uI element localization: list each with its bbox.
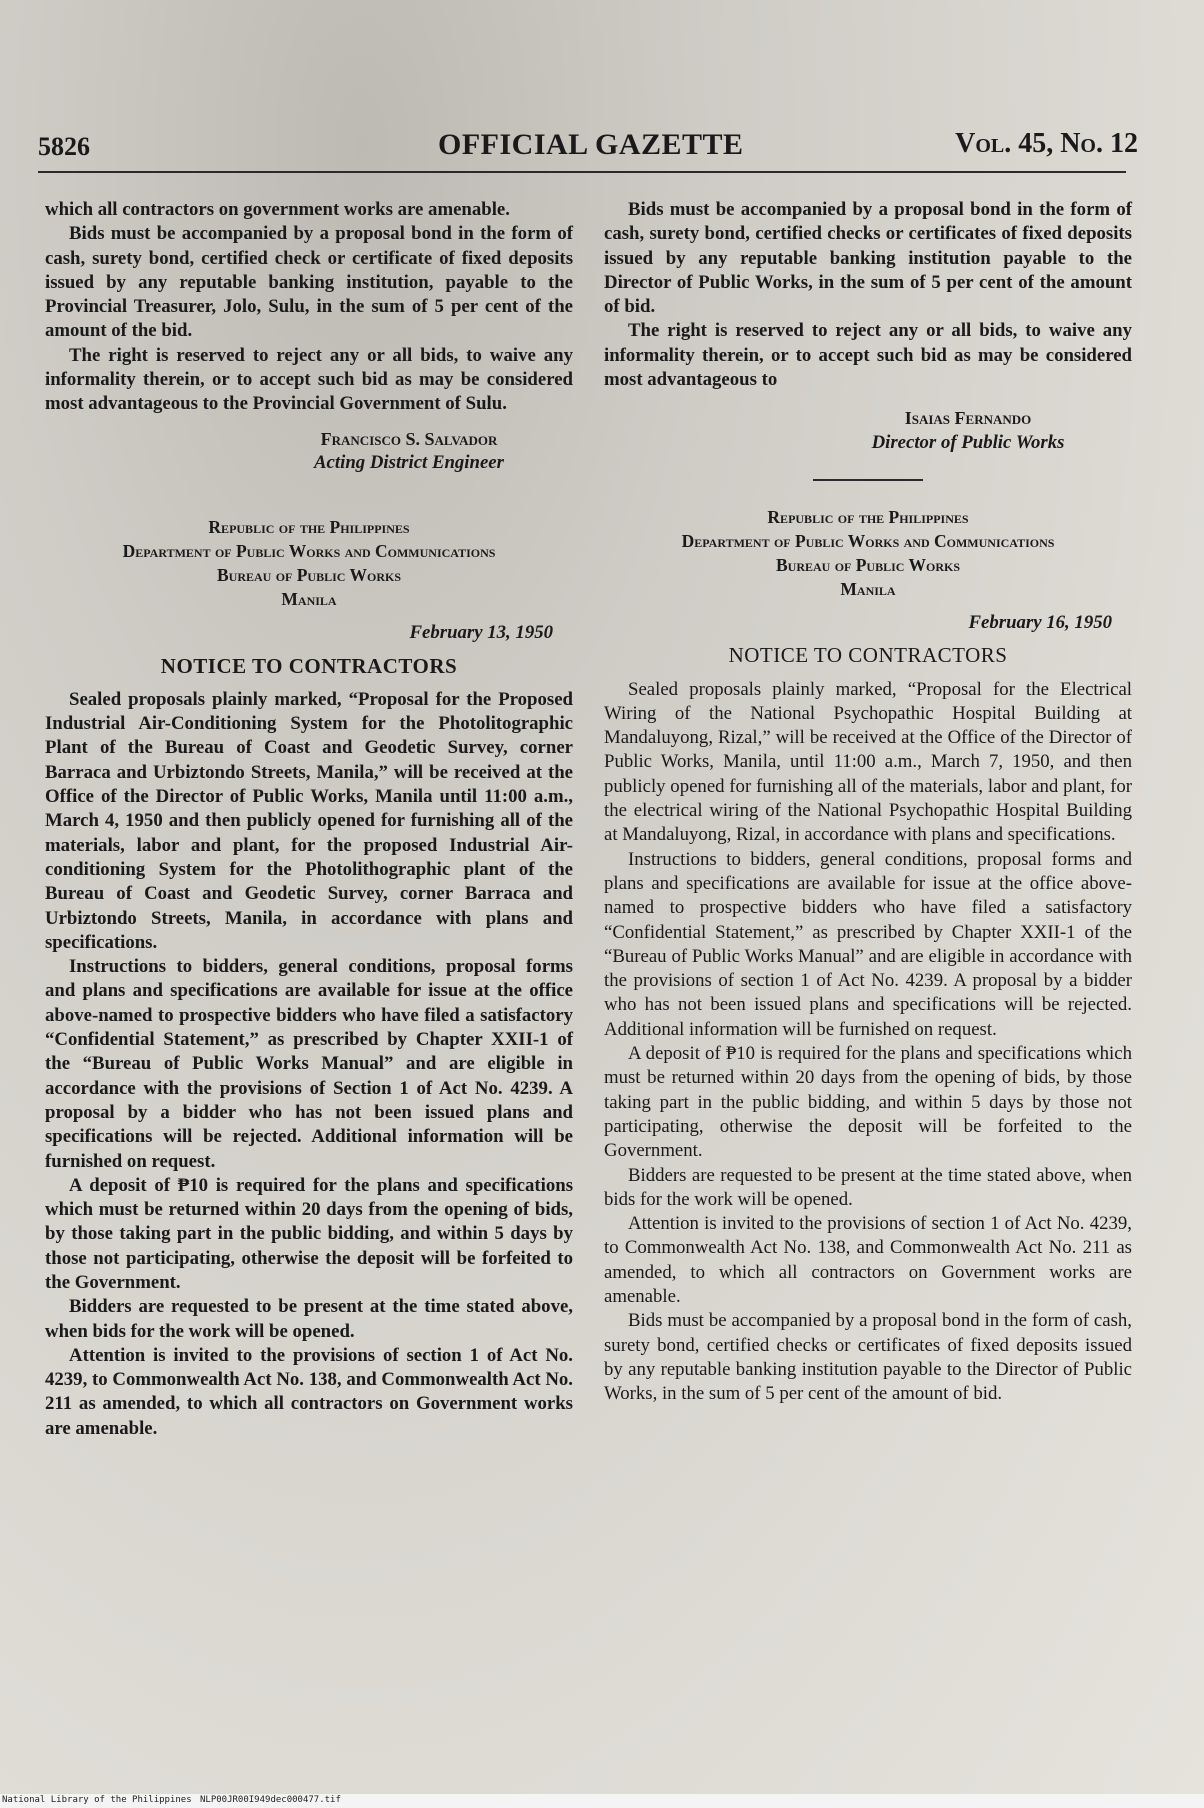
notice-paragraph: A deposit of ₱10 is required for the plans and specifications which must be returned within 20 days from the opening of bids, by those taking part in the public bidding, and within 5 days by those not participating, otherwise the deposit will be forfeited to the Government. <box>45 1174 573 1293</box>
notice-paragraph: Bids must be accompanied by a proposal bond in the form of cash, surety bond, certified checks or certificates of fixed deposits issued by any reputable banking institution payable to the Director of Public Works, in the sum of 5 per cent of the amount of bid. <box>604 1310 1132 1405</box>
republic-line: Republic of the Philippines <box>767 506 969 527</box>
continuation-paragraph: The right is reserved to reject any or all bids, to waive any informality therein, or to accept such bid as may be considered most advantageous to the Provincial Government of Sulu. <box>45 344 573 415</box>
header-rule <box>38 171 1126 173</box>
right-column <box>604 198 1132 1406</box>
republic-line: Republic of the Philippines <box>208 517 410 538</box>
notice-date: February 16, 1950 <box>968 611 1112 633</box>
notice-paragraph: Sealed proposals plainly marked, “Proposal for the Electrical Wiring of the National Psychopathic Hospital Building at Mandaluyong, Rizal,” will be received at the Office of the Director of Public Works, Manila, until 11:00 a.m., March 7, 1950, and then publicly opened for furnishing all of the materials, labor and plant, for the electrical wiring of the National Psychopathic Hospital Building at Mandaluyong, Rizal, in accordance with plans and specifications. <box>604 678 1132 846</box>
notice-paragraph: Instructions to bidders, general conditions, proposal forms and plans and specifications are available for issue at the office above-named to prospective bidders who have filed a satisfactory “Confidential Statement,” as prescribed by Chapter XXII-1 of the “Bureau of Public Works Manual” and are eligible in accordance with the provisions of Section 1 of Act No. 4239. A proposal by a bidder who has not been issued plans and specifications will be rejected. Additional information will be furnished on request. <box>45 956 573 1172</box>
footer-library: National Library of the Philippines <box>2 1795 192 1805</box>
bureau-line: Bureau of Public Works <box>775 554 961 575</box>
notice-title: NOTICE TO CONTRACTORS <box>160 653 458 678</box>
continuation-paragraph: Bids must be accompanied by a proposal bond in the form of cash, surety bond, certified checks or certificates of fixed deposits issued by any reputable banking institution payable to the Director of Public Works, in the sum of 5 per cent of the amount of bid. <box>604 199 1132 318</box>
signature-name: Francisco S. Salvador <box>320 428 498 449</box>
signature-title: Acting District Engineer <box>314 451 504 473</box>
signature-title: Director of Public Works <box>871 431 1065 453</box>
notice-paragraph: Attention is invited to the provisions of section 1 of Act No. 4239, to Commonwealth Act No. 138, and Commonwealth Act No. 211 as amended, to which all contractors on Government works are amenable. <box>45 1344 573 1439</box>
notice-paragraph: Bidders are requested to be present at the time stated above, when bids for the work will be opened. <box>45 1296 573 1342</box>
continuation-paragraph: The right is reserved to reject any or all bids, to waive any informality therein, or to accept such bid as may be considered most advantageous to <box>604 320 1132 391</box>
signature-block <box>604 406 1132 455</box>
continuation-paragraph: Bids must be accompanied by a proposal bond in the form of cash, surety bond, certified check or certificate of fixed deposits issued by any reputable banking institution, payable to the Provincial Treasurer, Jolo, Sulu, in the sum of 5 per cent of the amount of the bid. <box>45 223 573 342</box>
scan-footer <box>0 1794 1204 1808</box>
notice-title: NOTICE TO CONTRACTORS <box>728 643 1008 668</box>
page-header <box>38 128 1138 168</box>
bureau-line: Bureau of Public Works <box>216 565 402 586</box>
signature-name: Isaias Fernando <box>904 408 1032 429</box>
notice-date: February 13, 1950 <box>409 622 553 644</box>
notice-header <box>604 505 1132 601</box>
notice-paragraph: Attention is invited to the provisions of section 1 of Act No. 4239, to Commonwealth Act No. 138, and Commonwealth Act No. 211 as amended, to which all contractors on Government works are amenable. <box>604 1213 1132 1307</box>
section-divider <box>813 479 923 481</box>
volume-number: Vol. 45, No. 12 <box>955 128 1138 159</box>
notice-paragraph: Sealed proposals plainly marked, “Proposal for the Proposed Industrial Air-Conditioning System for the Photolitographic Plant of the Bureau of Coast and Geodetic Survey, corner Barraca and Urbiztondo Streets, Manila,” will be received at the Office of the Director of Public Works, Manila until 11:00 a.m., March 4, 1950 and then publicly opened for furnishing all of the materials, labor and plant, for the proposed Industrial Air-conditioning System for the Photolithographic plant of the Bureau of Coast and Geodetic Survey, corner Barraca and Urbiztondo Streets, Manila, in accordance with plans and specifications. <box>45 688 573 953</box>
department-line: Department of Public Works and Communications <box>122 541 496 562</box>
notice-paragraph: Instructions to bidders, general conditions, proposal forms and plans and specifications are available for issue at the office above-named to prospective bidders who have filed a satisfactory “Confidential Statement,” as prescribed by Chapter XXII-1 of the “Bureau of Public Works Manual” and are eligible in accordance with the provisions of section 1 of Act No. 4239. A proposal by a bidder who has not been issued plans and specifications will be rejected. Additional information will be furnished on request. <box>604 848 1132 1040</box>
continuation-paragraph: which all contractors on government works are amenable. <box>45 199 510 220</box>
department-line: Department of Public Works and Communications <box>681 530 1055 551</box>
page-number: 5826 <box>38 132 90 161</box>
notice-header <box>45 515 573 611</box>
city-line: Manila <box>840 578 896 599</box>
gazette-title: OFFICIAL GAZETTE <box>438 128 744 161</box>
signature-block <box>45 427 573 476</box>
notice-paragraph: Bidders are requested to be present at the time stated above, when bids for the work will be opened. <box>604 1164 1132 1210</box>
city-line: Manila <box>281 589 337 610</box>
notice-paragraph: A deposit of ₱10 is required for the plans and specifications which must be returned within 20 days from the opening of bids, by those taking part in the public bidding, and within 5 days by those not participating, otherwise the deposit will be forfeited to the Government. <box>604 1043 1132 1162</box>
footer-file: NLP00JR00I949dec000477.tif <box>200 1795 341 1805</box>
left-column <box>45 198 573 1441</box>
